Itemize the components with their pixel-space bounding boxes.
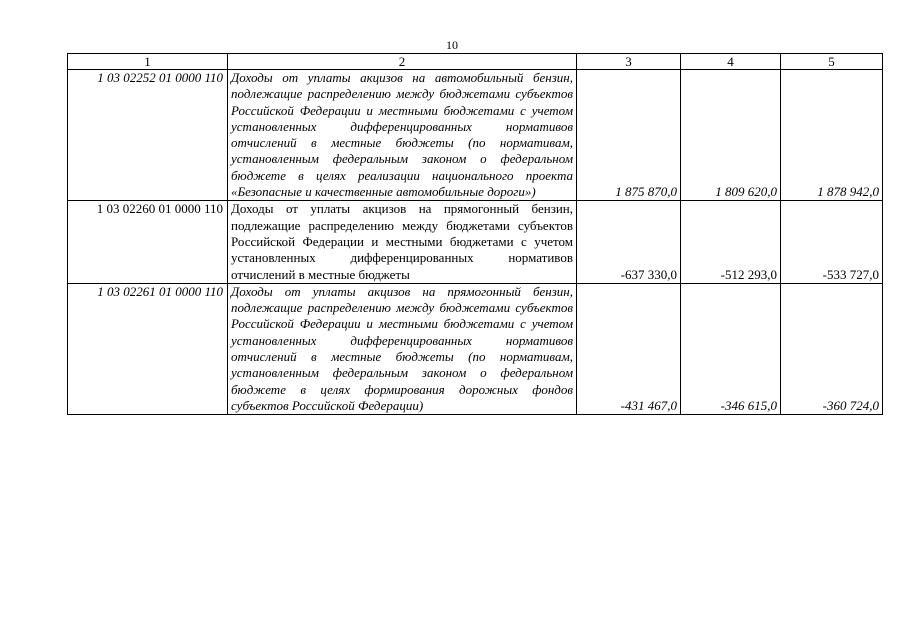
- table-row: [68, 70, 883, 201]
- column-header-5: 5: [781, 54, 883, 70]
- row-value-col4: -512 293,0: [681, 201, 781, 283]
- table-header-row: [68, 54, 883, 70]
- row-value-col3: 1 875 870,0: [577, 70, 681, 201]
- table-row: [68, 201, 883, 283]
- row-value-col5: 1 878 942,0: [781, 70, 883, 201]
- table-row: [68, 283, 883, 414]
- row-code: 1 03 02261 01 0000 110: [68, 283, 228, 414]
- page-number: 10: [446, 38, 458, 52]
- row-value-col3: -431 467,0: [577, 283, 681, 414]
- column-header-1: 1: [68, 54, 228, 70]
- row-code: 1 03 02260 01 0000 110: [68, 201, 228, 283]
- row-value-col5: -533 727,0: [781, 201, 883, 283]
- row-code: 1 03 02252 01 0000 110: [68, 70, 228, 201]
- budget-revenue-table: [67, 53, 883, 415]
- row-value-col3: -637 330,0: [577, 201, 681, 283]
- column-header-2: 2: [228, 54, 577, 70]
- row-value-col5: -360 724,0: [781, 283, 883, 414]
- row-description: Доходы от уплаты акцизов на прямогонный бензин, подлежащие распределению между бюджетами субъектов Российской Федерации и местными бюджетами с учетом установленных дифференцированных нормативов отчислений в местные бюджеты (по нормативам, установленным федеральным законом о федеральном бюджете в целях формирования дорожных фондов субъектов Российской Федерации): [228, 283, 577, 414]
- row-value-col4: 1 809 620,0: [681, 70, 781, 201]
- column-header-3: 3: [577, 54, 681, 70]
- row-description: Доходы от уплаты акцизов на прямогонный бензин, подлежащие распределению между бюджетами субъектов Российской Федерации и местными бюджетами с учетом установленных дифференцированных нормативов отчислений в местные бюджеты: [228, 201, 577, 283]
- column-header-4: 4: [681, 54, 781, 70]
- row-description: Доходы от уплаты акцизов на автомобильный бензин, подлежащие распределению между бюджетами субъектов Российской Федерации и местными бюджетами с учетом установленных дифференцированных нормативов отчислений в местные бюджеты (по нормативам, установленным федеральным законом о федеральном бюджете в целях реализации национального проекта «Безопасные и качественные автомобильные дороги»): [228, 70, 577, 201]
- row-value-col4: -346 615,0: [681, 283, 781, 414]
